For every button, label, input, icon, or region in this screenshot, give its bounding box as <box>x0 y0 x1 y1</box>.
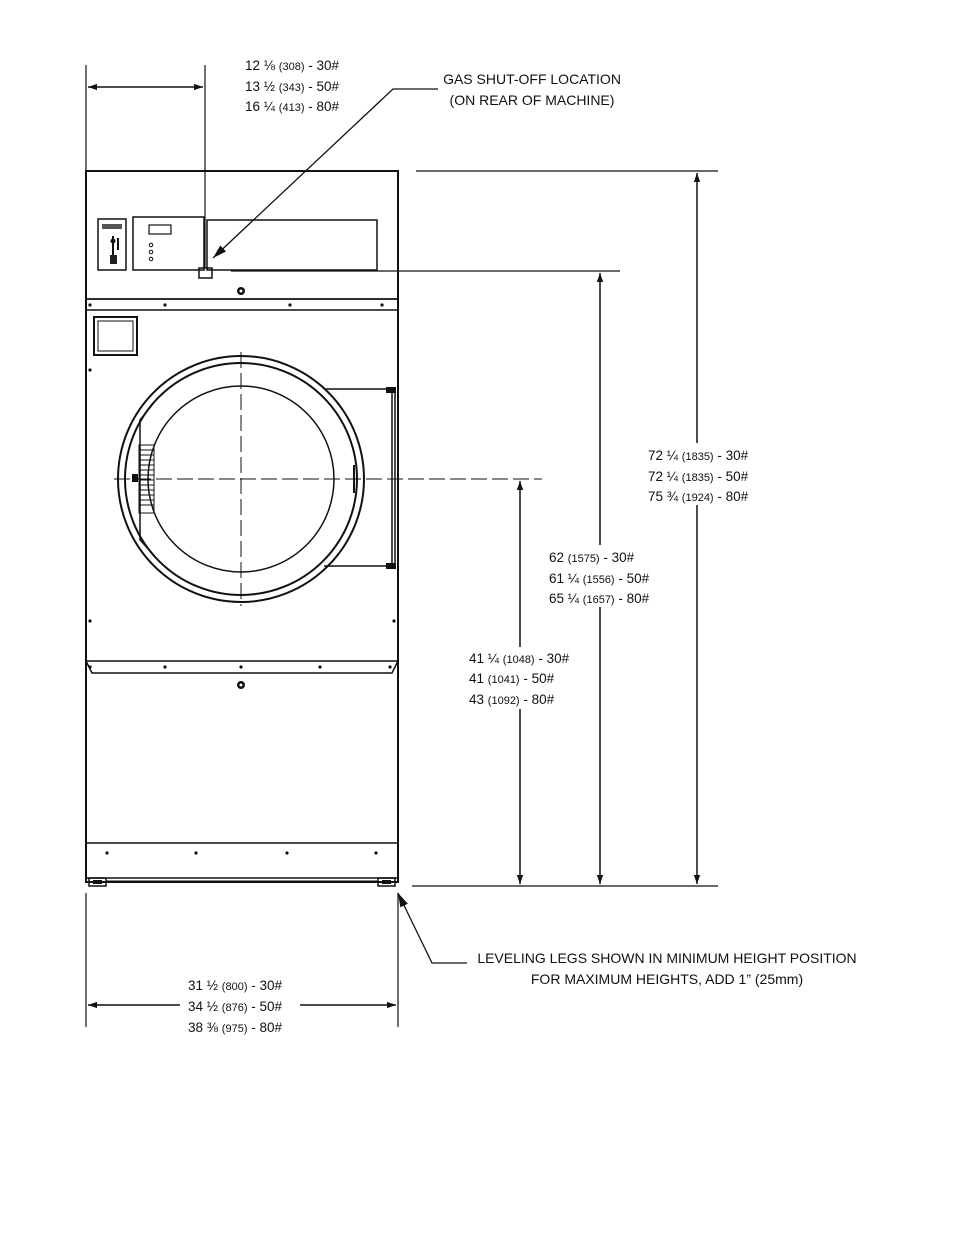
leveling-legs-label-line1: LEVELING LEGS SHOWN IN MINIMUM HEIGHT POSITION <box>477 950 857 966</box>
control-panel <box>133 217 204 270</box>
dimension-text: 38 ⅜ (975) - 80# <box>188 1020 283 1035</box>
dryer-machine <box>86 171 542 886</box>
dimension-text: 41 ¼ (1048) - 30# <box>469 651 570 666</box>
width-label <box>188 978 283 1035</box>
dimension-text: 43 (1092) - 80# <box>469 692 555 707</box>
top-trim-strip <box>86 299 398 310</box>
dimension-text: 72 ¼ (1835) - 30# <box>648 448 749 463</box>
cabinet-outline <box>86 171 398 882</box>
dimension-text: 34 ½ (876) - 50# <box>188 999 283 1014</box>
dimension-text: 12 ⅛ (308) - 30# <box>245 58 340 73</box>
display-window <box>149 225 171 234</box>
leveling-legs-leader <box>398 893 467 963</box>
dimension-text: 62 (1575) - 30# <box>549 550 635 565</box>
dimension-text: 16 ¼ (413) - 80# <box>245 99 340 114</box>
dimension-text: 13 ½ (343) - 50# <box>245 79 340 94</box>
dryer-door <box>114 352 542 606</box>
dimension-text: 65 ¼ (1657) - 80# <box>549 591 650 606</box>
gas-shutoff-leader <box>213 89 438 258</box>
dimension-text: 31 ½ (800) - 30# <box>188 978 283 993</box>
leveling-legs-label-line2: FOR MAXIMUM HEIGHTS, ADD 1” (25mm) <box>530 971 804 987</box>
gas-offset-label <box>245 58 340 114</box>
gas-shutoff-label-line2: (ON REAR OF MACHINE) <box>449 92 615 108</box>
dimension-text: 41 (1041) - 50# <box>469 671 555 686</box>
dimension-text: 72 ¼ (1835) - 50# <box>648 469 749 484</box>
dimension-text: 75 ¾ (1924) - 80# <box>648 489 749 504</box>
top-access-panel <box>207 220 377 270</box>
dimension-text: 61 ¼ (1556) - 50# <box>549 571 650 586</box>
overall-height-label <box>648 448 749 504</box>
coin-box <box>98 219 126 270</box>
lint-door <box>94 317 137 355</box>
base-kick-panel <box>86 843 398 878</box>
gas-shutoff-label-line1: GAS SHUT-OFF LOCATION <box>443 71 621 87</box>
